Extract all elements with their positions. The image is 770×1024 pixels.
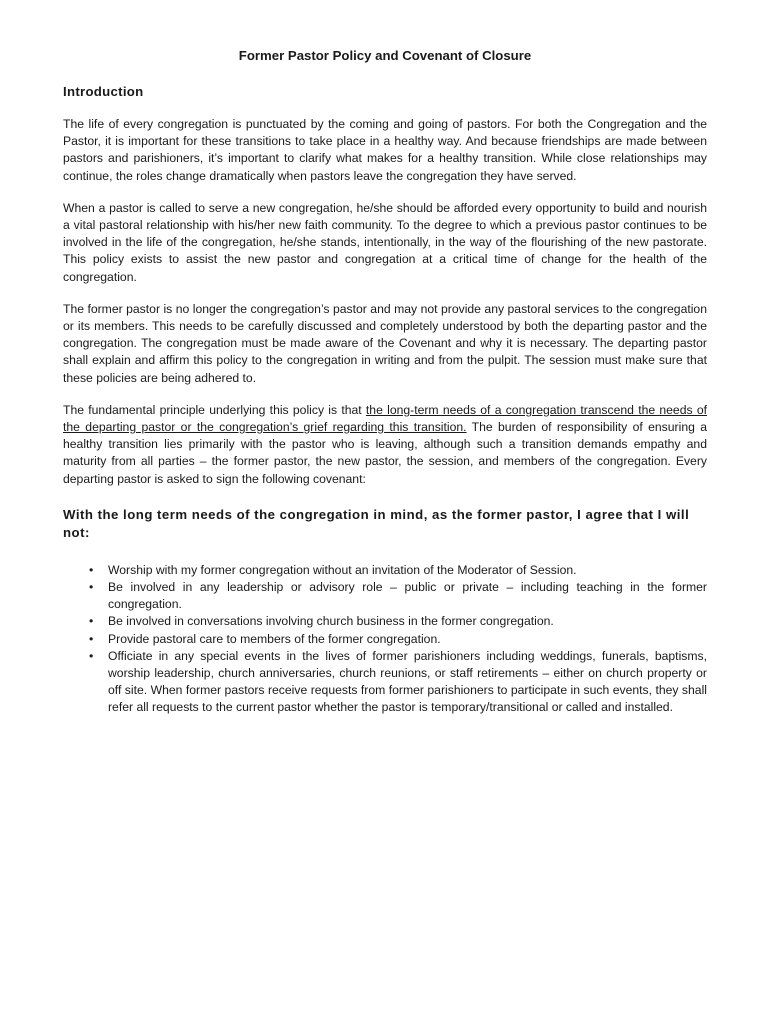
list-item (63, 631, 707, 648)
bullet-icon: • (89, 648, 94, 663)
list-item (63, 613, 707, 630)
introduction-heading: Introduction (63, 84, 144, 99)
principle-underlined-text: the long-term needs of a congregation transcend the needs of the departing pastor or the congregation’s grief regarding this transition. (63, 402, 707, 435)
bullet-icon: • (89, 562, 94, 577)
intro-paragraph-4 (63, 402, 707, 488)
list-item (63, 648, 707, 717)
list-item-text: Worship with my former congregation without an invitation of the Moderator of Session. (108, 562, 577, 577)
list-item-text: Officiate in any special events in the lives of former parishioners including weddings, funerals, baptisms, worship leadership, church anniversaries, church reunions, or staff retirements – either on church property or off site. When former pastors receive requests from former parishioners to participate in such events, they shall refer all requests to the current pastor whether the pastor is temporary/transitional or called and installed. (108, 648, 707, 715)
intro-paragraph-3: The former pastor is no longer the congregation’s pastor and may not provide any pastoral services to the congregation or its members. This needs to be carefully discussed and completely understood by both the departing pastor and the congregation. The congregation must be made aware of the Covenant and why it is necessary. The departing pastor shall explain and affirm this policy to the congregation in writing and from the pulpit. The session must make sure that these policies are being adhered to. (63, 301, 707, 385)
intro-paragraph-1: The life of every congregation is punctuated by the coming and going of pastors. For both the Congregation and the Pastor, it is important for these transitions to take place in a healthy way. And because friendships are made between pastors and parishioners, it’s important to clarify what makes for a healthy transition. While close relationships may continue, the roles change dramatically when pastors leave the congregation they have served. (63, 117, 707, 183)
bullet-icon: • (89, 631, 94, 646)
document-page (63, 46, 707, 717)
principle-lead-in: The fundamental principle underlying this policy is that (63, 402, 366, 417)
list-item-text: Be involved in conversations involving church business in the former congregation. (108, 614, 554, 629)
list-item-text: Provide pastoral care to members of the former congregation. (108, 631, 441, 646)
covenant-heading: With the long term needs of the congregation in mind, as the former pastor, I agree that I will not: (63, 506, 690, 540)
bullet-icon: • (89, 580, 94, 595)
intro-paragraph-2: When a pastor is called to serve a new congregation, he/she should be afforded every opportunity to build and nourish a vital pastoral relationship with his/her new faith community. To the degree to which a previous pastor continues to be involved in the life of the congregation, he/she stands, intentionally, in the way of the flourishing of the new pastorate. This policy exists to assist the new pastor and congregation at a critical time of change for the health of the congregation. (63, 200, 707, 284)
bullet-icon: • (89, 614, 94, 629)
covenant-list (63, 562, 707, 717)
list-item (63, 579, 707, 613)
list-item-text: Be involved in any leadership or advisory role – public or private – including teaching in the former congregation. (108, 580, 707, 612)
document-title: Former Pastor Policy and Covenant of Closure (238, 48, 532, 63)
principle-continuation: The burden of responsibility of ensuring a healthy transition lies primarily with the pastor who is leaving, although such a transition demands empathy and maturity from all parties – the former pastor, the new pastor, the session, and members of the congregation. Every departing pastor is asked to sign the following covenant: (63, 420, 707, 486)
list-item (63, 562, 707, 579)
